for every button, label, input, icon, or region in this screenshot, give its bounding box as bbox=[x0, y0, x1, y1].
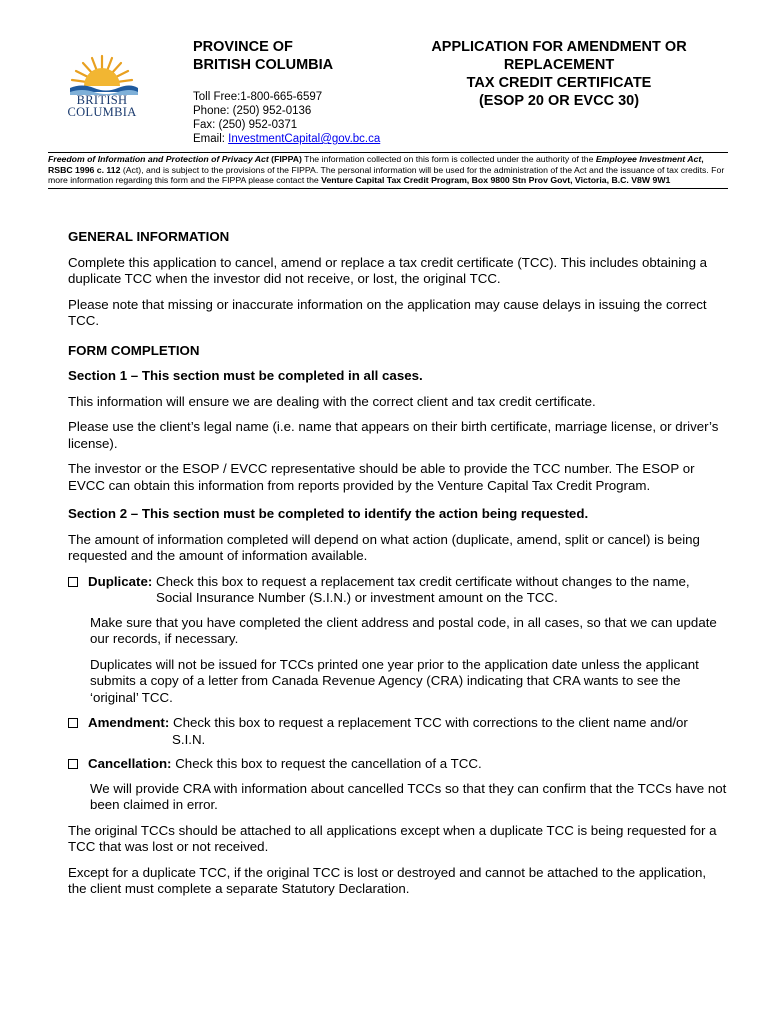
title-line4: (ESOP 20 OR EVCC 30) bbox=[478, 93, 640, 109]
option-cancellation bbox=[68, 756, 728, 773]
fippa-rsbc: , RSBC 1996 c. 112 bbox=[48, 154, 704, 175]
closing-paragraph-2: Except for a duplicate TCC, if the original TCC is lost or destroyed and cannot be attached to the application, the client must complete a separate Statutory Declaration. bbox=[68, 864, 707, 896]
section1-heading: Section 1 – This section must be completed in all cases. bbox=[68, 368, 423, 383]
general-paragraph-1: Complete this application to cancel, amend or replace a tax credit certificate (TCC). This includes obtaining a duplicate TCC when the investor did not receive, or lost, the original TCC. bbox=[68, 254, 708, 286]
section1-paragraph-3: The investor or the ESOP / EVCC representative should be able to provide the TCC number. The ESOP or EVCC can obtain this information from reports provided by the Venture Capital Tax Credit Program. bbox=[68, 461, 695, 493]
duplicate-note-1: Make sure that you have completed the client address and postal code, in all cases, so that we can update our records, if necessary. bbox=[90, 614, 717, 646]
form-completion-heading: FORM COMPLETION bbox=[68, 342, 200, 358]
option-duplicate bbox=[68, 574, 728, 607]
duplicate-note-2: Duplicates will not be issued for TCCs printed one year prior to the application date unless the applicant submits a copy of a letter from Canada Revenue Agency (CRA) indicating that CRA wants to see the ‘original’ TCC. bbox=[90, 656, 699, 705]
amendment-text-line1: Check this box to request a replacement TCC with corrections to the client name and/or bbox=[169, 715, 688, 730]
duplicate-text-line2: Social Insurance Number (S.I.N.) or investment amount on the TCC. bbox=[156, 590, 558, 605]
bc-logo-wordmark bbox=[62, 94, 142, 118]
cancellation-label: Cancellation: bbox=[88, 756, 172, 771]
title-line1: APPLICATION FOR AMENDMENT OR bbox=[431, 39, 687, 55]
cancellation-note: We will provide CRA with information about cancelled TCCs so that they can confirm that the TCCs have not been claimed in error. bbox=[90, 780, 727, 812]
fippa-act-name: Freedom of Information and Protection of Privacy Act bbox=[48, 154, 269, 164]
section2-paragraph-1: The amount of information completed will depend on what action (duplicate, amend, split or cancel) is being requested and the amount of information available. bbox=[68, 531, 700, 563]
phone: Phone: (250) 952-0136 bbox=[193, 105, 312, 117]
email-link[interactable]: InvestmentCapital@gov.bc.ca bbox=[228, 133, 381, 145]
checkbox-icon bbox=[68, 718, 78, 728]
title-line2: REPLACEMENT bbox=[503, 57, 615, 73]
fippa-text1: The information collected on this form is collected under the authority of the bbox=[301, 154, 596, 164]
province-heading bbox=[193, 38, 333, 74]
general-heading: GENERAL INFORMATION bbox=[68, 229, 230, 244]
fippa-text2: (Act), and is subject to the provisions of the FIPPA. The personal information will be used for the administration of the Act and the issuance of tax credits. For more information regarding this form and the FIPPA please contact the bbox=[48, 164, 725, 186]
duplicate-label: Duplicate: bbox=[88, 573, 153, 589]
option-amendment bbox=[68, 715, 728, 748]
province-line2: BRITISH COLUMBIA bbox=[193, 57, 334, 73]
cancellation-text: Check this box to request the cancellation of a TCC. bbox=[171, 756, 482, 771]
title-line3: TAX CREDIT CERTIFICATE bbox=[466, 75, 652, 91]
contact-info bbox=[193, 90, 380, 146]
checkbox-icon bbox=[68, 577, 78, 587]
option-amendment-text bbox=[88, 715, 728, 748]
email-label: Email: bbox=[193, 133, 229, 145]
section1-paragraph-2: Please use the client’s legal name (i.e. name that appears on their birth certificate, marriage license, or driver’s license). bbox=[68, 419, 719, 451]
instructions-body bbox=[68, 229, 728, 907]
fippa-address: Venture Capital Tax Credit Program, Box 9800 Stn Prov Govt, Victoria, B.C. V8W 9W1 bbox=[321, 175, 671, 186]
amendment-text-line2: S.I.N. bbox=[172, 731, 206, 747]
application-title bbox=[400, 38, 718, 110]
toll-free: Toll Free:1-800-665-6597 bbox=[193, 91, 323, 103]
province-line1: PROVINCE OF bbox=[193, 39, 293, 55]
general-paragraph-2: Please note that missing or inaccurate information on the application may cause delays in issuing the correct TCC. bbox=[68, 296, 707, 328]
section1-paragraph-1: This information will ensure we are dealing with the correct client and tax credit certificate. bbox=[68, 393, 596, 409]
checkbox-icon bbox=[68, 759, 78, 769]
fippa-act-abbrev: (FIPPA) bbox=[268, 154, 302, 164]
option-duplicate-text bbox=[88, 574, 728, 607]
section2-heading: Section 2 – This section must be completed to identify the action being requested. bbox=[68, 506, 589, 521]
bc-sun-icon bbox=[62, 52, 142, 96]
fax: Fax: (250) 952-0371 bbox=[193, 119, 298, 131]
logo-text-line2: COLUMBIA bbox=[67, 105, 137, 119]
email-line bbox=[193, 132, 380, 146]
amendment-label: Amendment: bbox=[88, 715, 170, 730]
fippa-notice bbox=[48, 152, 728, 189]
fippa-employee-act: Employee Investment Act bbox=[595, 154, 702, 164]
logo-text-line1: BRITISH bbox=[76, 93, 128, 107]
closing-paragraph-1: The original TCCs should be attached to all applications except when a duplicate TCC is being requested for a TCC that was lost or not received. bbox=[68, 822, 717, 854]
duplicate-text-line1: Check this box to request a replacement tax credit certificate without changes to the name, bbox=[152, 573, 690, 589]
option-cancellation-text bbox=[88, 756, 728, 773]
